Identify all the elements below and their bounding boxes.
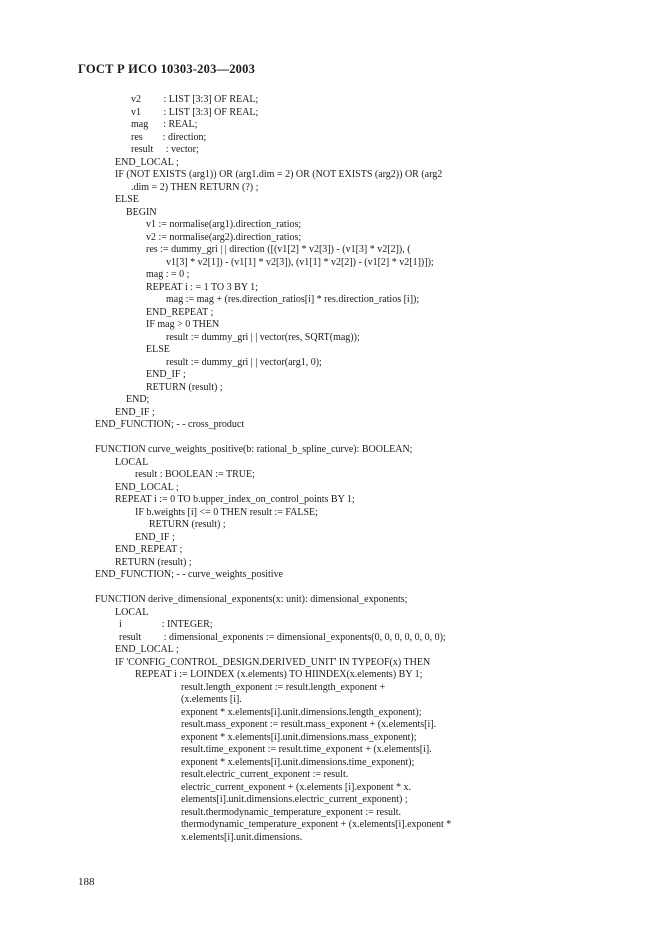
- code-line: result.length_exponent := result.length_exponent +: [181, 681, 386, 693]
- code-line: (x.elements [i].: [181, 694, 242, 705]
- code-line: i : INTEGER;: [119, 619, 213, 630]
- code-line: END_LOCAL ;: [115, 644, 179, 655]
- page-number: 188: [78, 876, 95, 888]
- code-line: result := dummy_gri | | vector(arg1, 0);: [166, 356, 322, 368]
- code-line: result.electric_current_exponent := result.: [181, 769, 349, 780]
- code-line: RETURN (result) ;: [149, 519, 226, 530]
- code-line: END;: [126, 394, 150, 405]
- code-line: END_IF ;: [146, 369, 186, 380]
- code-line: exponent * x.elements[i].unit.dimensions.length_exponent);: [181, 706, 422, 718]
- code-line: result := dummy_gri | | vector(res, SQRT(mag));: [166, 331, 360, 343]
- code-line: END_FUNCTION; - - curve_weights_positive: [95, 569, 284, 580]
- document-header: ГОСТ Р ИСО 10303-203—2003: [78, 62, 256, 76]
- code-line: result.thermodynamic_temperature_exponent := result.: [181, 806, 402, 818]
- code-line: v1[3] * v2[1]) - (v1[1] * v2[3]), (v1[1] * v2[2]) - (v1[2] * v2[1])]);: [166, 256, 434, 268]
- code-line: END_LOCAL ;: [115, 481, 179, 493]
- code-line: REPEAT i := 0 TO b.upper_index_on_control_points BY 1;: [115, 494, 355, 505]
- code-line: result.time_exponent := result.time_exponent + (x.elements[i].: [181, 744, 432, 755]
- code-line: IF 'CONFIG_CONTROL_DESIGN.DERIVED_UNIT' IN TYPEOF(x) THEN: [115, 656, 431, 668]
- code-line: thermodynamic_temperature_exponent + (x.elements[i].exponent *: [181, 819, 452, 830]
- code-line: v2 := normalise(arg2).direction_ratios;: [146, 231, 302, 243]
- code-line: ELSE: [115, 194, 139, 205]
- code-line: END_FUNCTION; - - cross_product: [95, 419, 245, 430]
- code-line: RETURN (result) ;: [146, 381, 223, 393]
- code-line: electric_current_exponent + (x.elements [i].exponent * x.: [181, 781, 411, 793]
- code-line: result : dimensional_exponents := dimensional_exponents(0, 0, 0, 0, 0, 0, 0);: [119, 631, 446, 643]
- code-line: END_REPEAT ;: [115, 544, 183, 555]
- code-line: FUNCTION curve_weights_positive(b: rational_b_spline_curve): BOOLEAN;: [95, 444, 413, 455]
- code-line: res := dummy_gri | | direction ([(v1[2] * v2[3]) - (v1[3] * v2[2]), (: [146, 244, 411, 255]
- code-line: exponent * x.elements[i].unit.dimensions.time_exponent);: [181, 756, 415, 768]
- code-line: REPEAT i : = 1 TO 3 BY 1;: [146, 281, 258, 293]
- code-line: LOCAL: [115, 606, 149, 618]
- code-line: mag : REAL;: [131, 119, 198, 130]
- code-line: result : vector;: [131, 144, 199, 155]
- code-line: REPEAT i := LOINDEX (x.elements) TO HIINDEX(x.elements) BY 1;: [135, 669, 423, 680]
- code-line: exponent * x.elements[i].unit.dimensions.mass_exponent);: [181, 731, 417, 743]
- code-line: RETURN (result) ;: [115, 556, 192, 568]
- code-line: res : direction;: [131, 131, 207, 143]
- code-line: ELSE: [146, 344, 170, 355]
- code-line: x.elements[i].unit.dimensions.: [181, 831, 303, 843]
- code-line: END_IF ;: [135, 531, 175, 543]
- code-line: result.mass_exponent := result.mass_exponent + (x.elements[i].: [181, 719, 437, 730]
- code-line: IF mag > 0 THEN: [146, 319, 220, 330]
- code-line: END_LOCAL ;: [115, 156, 179, 168]
- code-line: elements[i].unit.dimensions.electric_current_exponent) ;: [181, 794, 408, 805]
- code-line: END_IF ;: [115, 406, 155, 418]
- code-line: IF b.weights [i] <= 0 THEN result := FALSE;: [135, 506, 318, 518]
- code-line: v1 : LIST [3:3] OF REAL;: [131, 106, 259, 118]
- code-line: BEGIN: [126, 206, 157, 218]
- code-line: END_REPEAT ;: [146, 306, 214, 318]
- code-line: v2 : LIST [3:3] OF REAL;: [131, 94, 259, 105]
- code-line: .dim = 2) THEN RETURN (?) ;: [131, 181, 259, 193]
- code-line: IF (NOT EXISTS (arg1)) OR (arg1.dim = 2) OR (NOT EXISTS (arg2)) OR (arg2: [115, 169, 443, 180]
- code-line: v1 := normalise(arg1).direction_ratios;: [146, 219, 302, 230]
- code-line: FUNCTION derive_dimensional_exponents(x: unit): dimensional_exponents;: [95, 594, 408, 605]
- code-line: result : BOOLEAN := TRUE;: [135, 469, 255, 480]
- code-line: mag : = 0 ;: [146, 269, 190, 280]
- code-line: LOCAL: [115, 456, 149, 468]
- code-line: mag := mag + (res.direction_ratios[i] * res.direction_ratios [i]);: [166, 294, 420, 305]
